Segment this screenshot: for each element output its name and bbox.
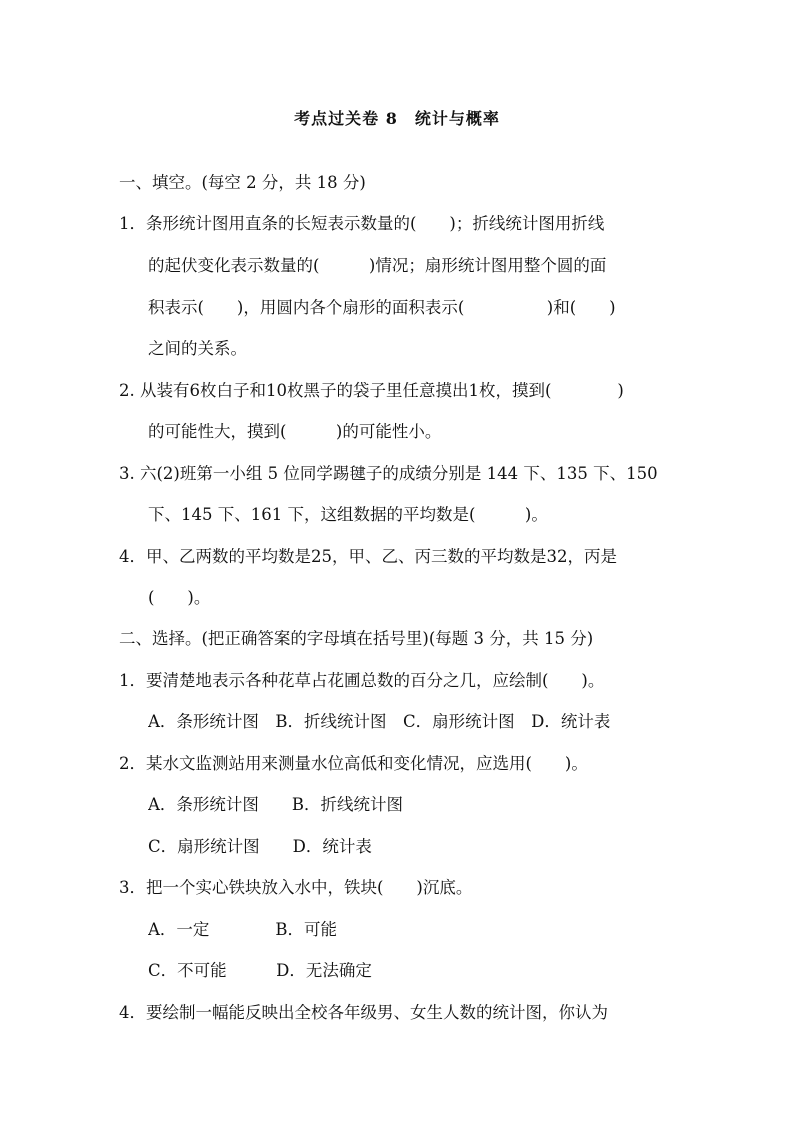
answer-options: C．扇形统计图 D．统计表: [148, 837, 372, 856]
question-line: 之间的关系。: [148, 339, 247, 358]
question-line: 4．要绘制一幅能反映出全校各年级男、女生人数的统计图，你认为: [119, 1003, 608, 1022]
question-line: 的可能性大，摸到( )的可能性小。: [148, 422, 442, 441]
question-line: 下、145 下、161 下，这组数据的平均数是( )。: [148, 505, 548, 524]
question-line: 2. 从装有6枚白子和10枚黑子的袋子里任意摸出1枚，摸到( ): [119, 381, 624, 400]
answer-options: A．条形统计图 B．折线统计图 C．扇形统计图 D．统计表: [148, 712, 611, 731]
question-line: 积表示( )，用圆内各个扇形的面积表示( )和( ): [148, 298, 616, 317]
question-line: 4．甲、乙两数的平均数是25，甲、乙、丙三数的平均数是32，丙是: [119, 547, 617, 566]
question-line: 3. 六(2)班第一小组 5 位同学踢毽子的成绩分别是 144 下、135 下、150: [119, 464, 658, 483]
question-line: 的起伏变化表示数量的( )情况；扇形统计图用整个圆的面: [148, 256, 607, 275]
answer-options: A．一定 B．可能: [148, 920, 338, 939]
section-heading-choice: 二、选择。(把正确答案的字母填在括号里)(每题 3 分，共 15 分): [119, 629, 594, 648]
question-line: 3．把一个实心铁块放入水中，铁块( )沉底。: [119, 878, 473, 897]
question-line: ( )。: [148, 588, 211, 607]
question-line: 1．条形统计图用直条的长短表示数量的( )；折线统计图用折线: [119, 214, 605, 233]
question-line: 2．某水文监测站用来测量水位高低和变化情况，应选用( )。: [119, 754, 588, 773]
answer-options: A．条形统计图 B．折线统计图: [148, 795, 404, 814]
section-heading-fill-in: 一、填空。(每空 2 分，共 18 分): [119, 173, 366, 192]
answer-options: C．不可能 D．无法确定: [148, 961, 372, 980]
page-title: 考点过关卷 8 统计与概率: [294, 109, 500, 128]
question-line: 1．要清楚地表示各种花草占花圃总数的百分之几，应绘制( )。: [119, 671, 605, 690]
